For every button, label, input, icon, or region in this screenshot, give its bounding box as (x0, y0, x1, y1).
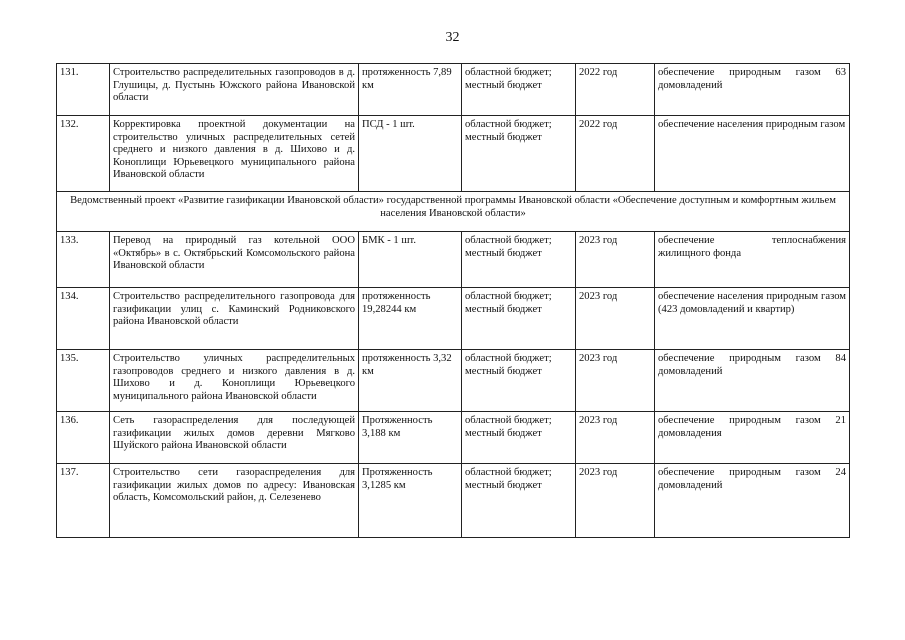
event-year: 2023 год (576, 412, 655, 464)
funding-source: областной бюджет; местный бюджет (462, 288, 576, 350)
row-number: 133. (57, 232, 110, 288)
event-measure: БМК - 1 шт. (359, 232, 462, 288)
row-number: 135. (57, 350, 110, 412)
expected-result: обеспечение природным газом 24 домовладений (655, 464, 850, 538)
table-row (57, 464, 850, 538)
event-measure: протяженность 19,28244 км (359, 288, 462, 350)
expected-result: обеспечение природным газом 21 домовладения (655, 412, 850, 464)
funding-source: областной бюджет; местный бюджет (462, 412, 576, 464)
event-name: Корректировка проектной документации на строительство уличных распределительных сетей среднего и низкого давления в д. Шихово и д. Коноплищи Юрьевецкого муниципального района Ивановской области (110, 116, 359, 192)
page-number: 32 (445, 30, 460, 45)
funding-source: областной бюджет; местный бюджет (462, 64, 576, 116)
expected-result: обеспечение природным газом 63 домовладений (655, 64, 850, 116)
event-name: Строительство распределительного газопровода для газификации улиц с. Каминский Родниковского района Ивановской области (110, 288, 359, 350)
row-number: 131. (57, 64, 110, 116)
event-name: Строительство уличных распределительных газопроводов среднего и низкого давления в д. Шихово и д. Коноплищи Юрьевецкого муниципального района Ивановской области (110, 350, 359, 412)
event-name: Строительство сети газораспределения для газификации жилых домов по адресу: Ивановская область, Комсомольский район, д. Селезенево (110, 464, 359, 538)
funding-source: областной бюджет; местный бюджет (462, 350, 576, 412)
event-year: 2023 год (576, 232, 655, 288)
table-row (57, 350, 850, 412)
row-number: 134. (57, 288, 110, 350)
table-row (57, 232, 850, 288)
funding-source: областной бюджет; местный бюджет (462, 464, 576, 538)
row-number: 132. (57, 116, 110, 192)
table-row (57, 412, 850, 464)
expected-result: обеспечение природным газом 84 домовладений (655, 350, 850, 412)
event-year: 2022 год (576, 64, 655, 116)
funding-source: областной бюджет; местный бюджет (462, 232, 576, 288)
expected-result: обеспечение населения природным газом (423 домовладений и квартир) (655, 288, 850, 350)
event-measure: протяженность 7,89 км (359, 64, 462, 116)
table-row (57, 64, 850, 116)
funding-source: областной бюджет; местный бюджет (462, 116, 576, 192)
event-measure: Протяженность 3,1285 км (359, 464, 462, 538)
table-row (57, 116, 850, 192)
event-name: Перевод на природный газ котельной ООО «Октябрь» в с. Октябрьский Комсомольского района Ивановской области (110, 232, 359, 288)
table-row (57, 288, 850, 350)
section-title: Ведомственный проект «Развитие газификации Ивановской области» государственной программы Ивановской области «Обеспечение доступным и комфортным жильем населения Ивановской области» (57, 192, 850, 232)
event-measure: протяженность 3,32 км (359, 350, 462, 412)
event-year: 2023 год (576, 288, 655, 350)
event-year: 2023 год (576, 350, 655, 412)
expected-result: обеспечение теплоснабжения жилищного фонда (655, 232, 850, 288)
projects-table (56, 63, 850, 538)
event-year: 2022 год (576, 116, 655, 192)
event-year: 2023 год (576, 464, 655, 538)
event-measure: ПСД - 1 шт. (359, 116, 462, 192)
event-name: Сеть газораспределения для последующей газификации жилых домов деревни Мягково Шуйского района Ивановской области (110, 412, 359, 464)
row-number: 136. (57, 412, 110, 464)
row-number: 137. (57, 464, 110, 538)
expected-result: обеспечение населения природным газом (655, 116, 850, 192)
event-measure: Протяженность 3,188 км (359, 412, 462, 464)
section-header-row (57, 192, 850, 232)
event-name: Строительство распределительных газопроводов в д. Глушицы, д. Пустынь Южского района Ивановской области (110, 64, 359, 116)
